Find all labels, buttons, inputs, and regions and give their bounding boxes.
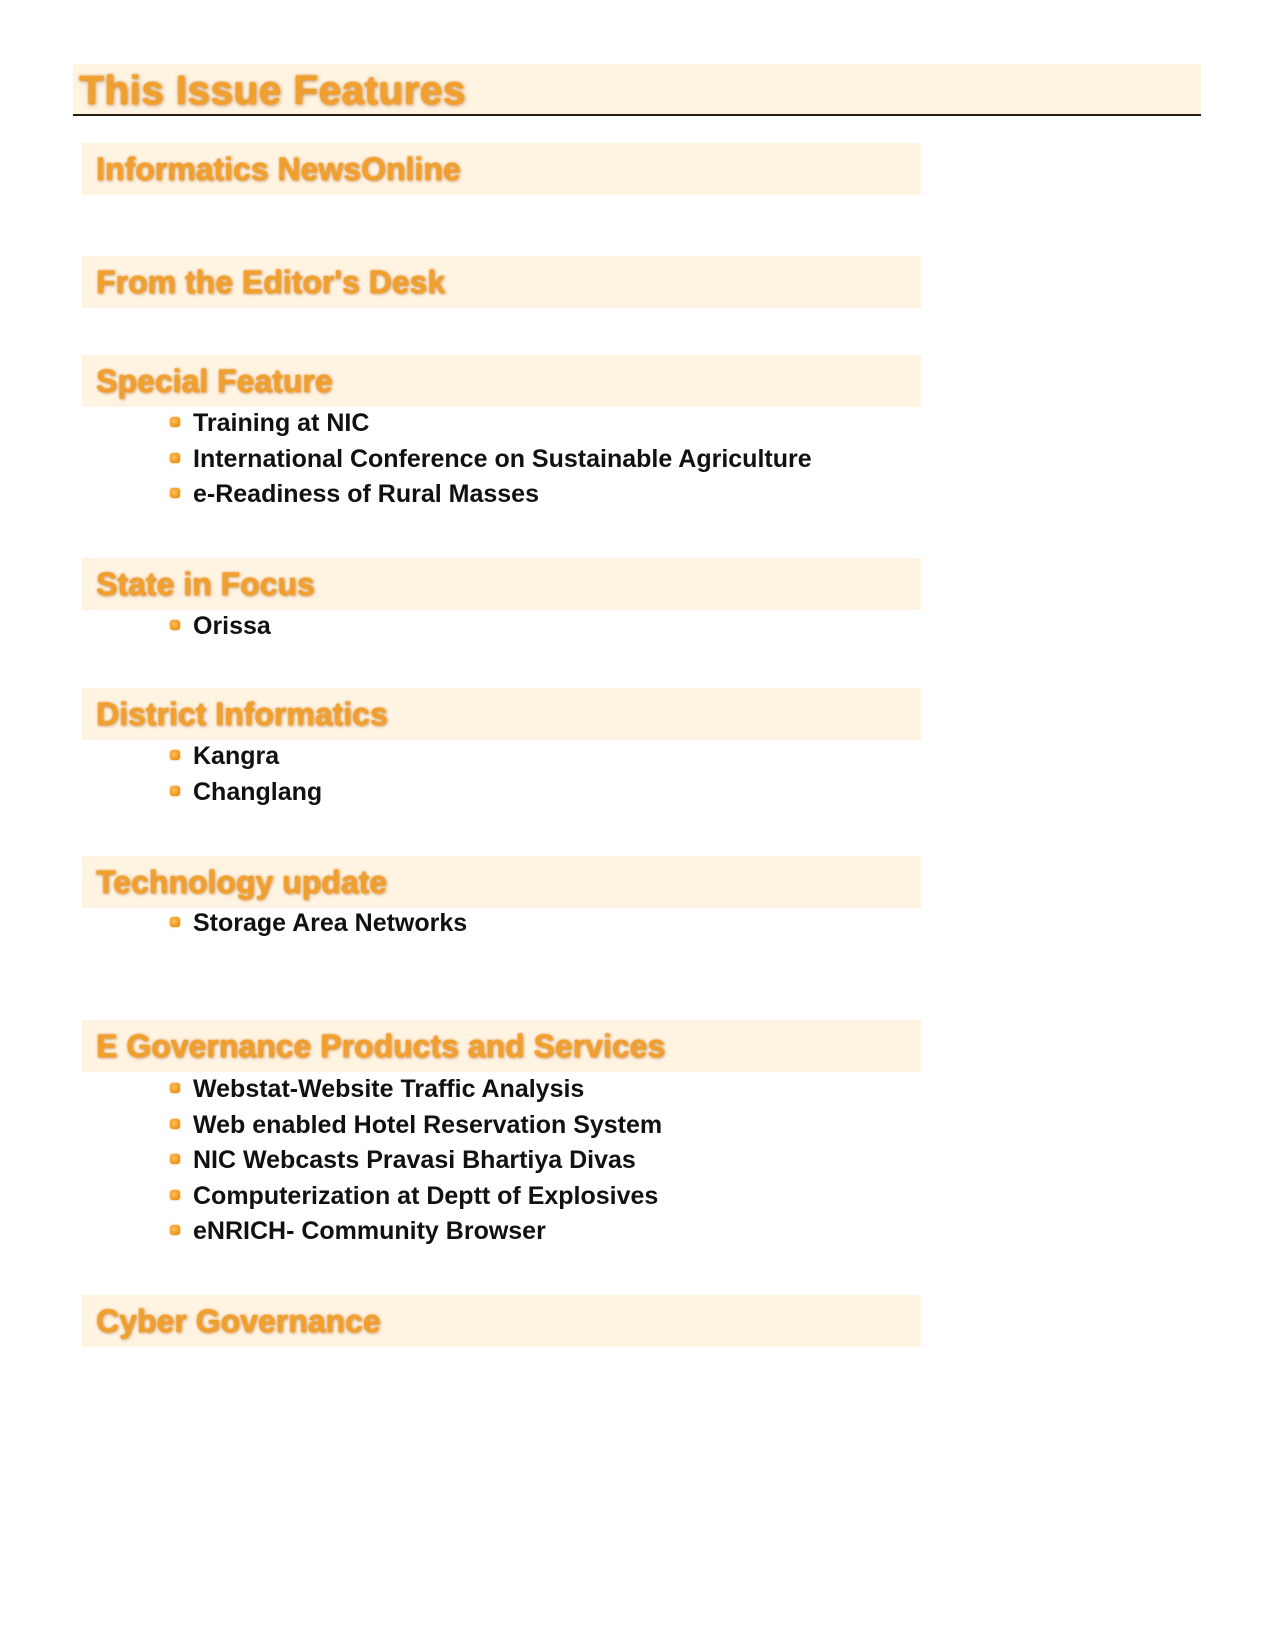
special-feature-list — [168, 406, 812, 513]
bullet-icon — [170, 750, 180, 760]
section-header-informatics-newsonline[interactable] — [82, 143, 921, 195]
bullet-icon — [170, 1154, 180, 1164]
technology-update-list — [168, 906, 467, 942]
state-in-focus-list — [168, 609, 271, 645]
list-item-label[interactable]: International Conference on Sustainable Agriculture — [193, 444, 812, 473]
section-title: Technology update — [96, 864, 387, 900]
bullet-icon — [170, 488, 180, 498]
section-title[interactable]: From the Editor's Desk — [96, 264, 446, 300]
section-title: District Informatics — [96, 696, 388, 732]
list-item-label[interactable]: Training at NIC — [193, 409, 370, 437]
section-header-district-informatics — [82, 688, 921, 740]
list-item-label[interactable]: NIC Webcasts Pravasi Bhartiya Divas — [193, 1146, 636, 1174]
list-item[interactable] — [168, 1214, 662, 1250]
section-header-editors-desk[interactable] — [82, 256, 921, 308]
bullet-icon — [170, 917, 180, 927]
section-title: Special Feature — [96, 363, 333, 399]
bullet-icon — [170, 620, 180, 630]
list-item[interactable] — [168, 609, 271, 645]
list-item[interactable] — [168, 442, 812, 478]
bullet-icon — [170, 453, 180, 463]
list-item[interactable] — [168, 1179, 662, 1215]
e-governance-list — [168, 1072, 662, 1250]
list-item-label[interactable]: eNRICH- Community Browser — [193, 1217, 546, 1245]
bullet-icon — [170, 786, 180, 796]
bullet-icon — [170, 417, 180, 427]
list-item[interactable] — [168, 739, 322, 775]
section-title: E Governance Products and Services — [96, 1028, 666, 1064]
list-item[interactable] — [168, 906, 467, 942]
section-header-state-in-focus — [82, 558, 921, 610]
district-informatics-list — [168, 739, 322, 810]
section-header-e-governance-products — [82, 1020, 921, 1072]
page-title-bar — [73, 64, 1201, 116]
bullet-icon — [170, 1119, 180, 1129]
list-item-label[interactable]: Web enabled Hotel Reservation System — [193, 1110, 663, 1139]
section-title: State in Focus — [96, 566, 315, 602]
list-item[interactable] — [168, 1072, 662, 1108]
bullet-icon — [170, 1225, 180, 1235]
section-title[interactable]: Informatics NewsOnline — [96, 151, 461, 187]
section-header-cyber-governance[interactable] — [82, 1295, 921, 1347]
list-item[interactable] — [168, 1108, 662, 1144]
list-item[interactable] — [168, 406, 812, 442]
list-item-label[interactable]: Changlang — [193, 777, 323, 806]
section-title[interactable]: Cyber Governance — [96, 1303, 381, 1339]
list-item-label[interactable]: Computerization at Deptt of Explosives — [193, 1181, 659, 1210]
bullet-icon — [170, 1190, 180, 1200]
list-item[interactable] — [168, 775, 322, 811]
section-header-technology-update — [82, 856, 921, 908]
list-item[interactable] — [168, 1143, 662, 1179]
page-title: This Issue Features — [79, 67, 466, 113]
section-header-special-feature — [82, 355, 921, 407]
list-item-label[interactable]: Webstat-Website Traffic Analysis — [193, 1075, 585, 1103]
list-item-label[interactable]: Kangra — [193, 742, 280, 770]
list-item-label[interactable]: Orissa — [193, 612, 271, 640]
list-item-label[interactable]: e-Readiness of Rural Masses — [193, 480, 539, 508]
list-item[interactable] — [168, 477, 812, 513]
bullet-icon — [170, 1083, 180, 1093]
list-item-label[interactable]: Storage Area Networks — [193, 909, 468, 937]
